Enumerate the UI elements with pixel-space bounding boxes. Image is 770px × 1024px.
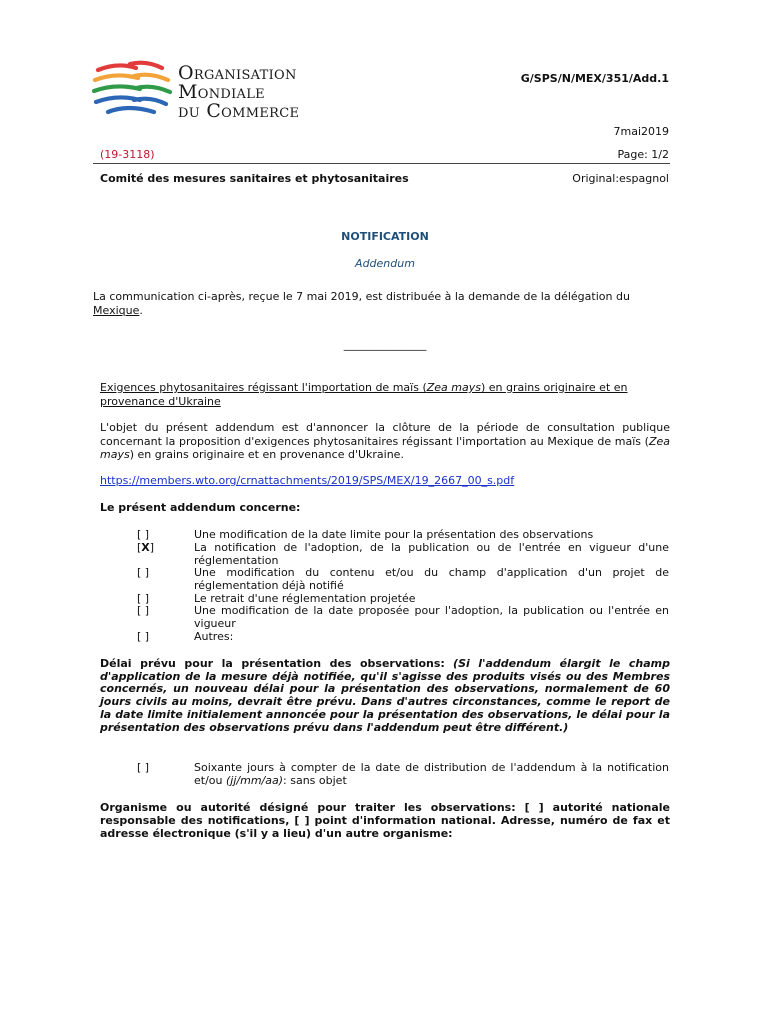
document-date: 7mai2019 (613, 125, 669, 138)
org-name-line2: Mondiale (178, 81, 265, 103)
addendum-subtitle: Addendum (355, 257, 415, 270)
checkbox[interactable]: [ ] (137, 528, 150, 541)
header-rule (93, 163, 670, 164)
checkbox-checked[interactable]: [X] (137, 541, 155, 554)
checkbox[interactable]: [ ] (137, 604, 150, 617)
wto-logo (92, 58, 172, 122)
intro-text: La communication ci-après, reçue le 7 mai 2019, est distribuée à la demande de la délégation du (93, 290, 630, 303)
object-part1: L'objet du présent addendum est d'annoncer la clôture de la période de consultation publique concernant la proposition d'exigences phytosanitaires régissant l'importation au Mexique de maïs ( (100, 421, 670, 448)
agency-paragraph: Organisme ou autorité désigné pour traiter les observations: [ ] autorité nationale responsable des notifications, [ ] point d'information national. Adresse, numéro de fax et adresse électronique (s'il y a lieu) d'un autre organisme: (100, 801, 670, 840)
subject-species: Zea mays (426, 381, 481, 394)
concerns-heading: Le présent addendum concerne: (100, 501, 301, 514)
concern-text: Une modification de la date proposée pour l'adoption, la publication ou l'entrée en vigueur (194, 604, 669, 630)
checkbox[interactable]: [ ] (137, 761, 150, 774)
deadline-label: Délai prévu pour la présentation des observations: (100, 657, 445, 670)
deadline-paragraph (100, 658, 670, 734)
checkbox[interactable]: [ ] (137, 592, 150, 605)
subject-title (100, 381, 670, 408)
concern-text: Autres: (194, 630, 234, 643)
intro-period: . (139, 303, 143, 317)
notification-title: NOTIFICATION (341, 230, 429, 243)
original-language: Original:espagnol (572, 172, 669, 185)
org-name-line1: Organisation (178, 62, 297, 84)
deadline-option-text: Soixante jours à compter de la date de distribution de l'addendum à la notification et/ou (jj/mm/aa): sans objet (194, 761, 669, 787)
concern-text: Le retrait d'une réglementation projetée (194, 592, 416, 605)
object-part2: ) en grains originaire et en provenance d'Ukraine. (129, 448, 404, 461)
subject-part1: Exigences phytosanitaires régissant l'importation de maïs ( (100, 381, 427, 394)
object-paragraph (100, 421, 670, 462)
intro-country: Mexique (93, 303, 140, 317)
document-symbol: G/SPS/N/MEX/351/Add.1 (520, 72, 669, 85)
wto-globe-icon (92, 58, 172, 122)
concern-text: La notification de l'adoption, de la publication ou de l'entrée en vigueur d'une réglementation (194, 541, 669, 567)
document-number: (19-3118) (100, 148, 155, 161)
org-name (178, 64, 299, 121)
separator: _______________ (343, 338, 427, 351)
org-name-line3: du Commerce (178, 100, 300, 122)
checkbox[interactable]: [ ] (137, 566, 150, 579)
subject-part2: ) en grains originaire et en provenance d'Ukraine (100, 381, 628, 408)
intro-paragraph (93, 290, 670, 317)
deadline-note: (Si l'addendum élargit le champ d'application de la mesure déjà notifiée, qu'il s'agisse des produits visés ou des Membres concernés, un nouveau délai pour la présentation des observations, normalement de 60 jours civils au moins, devrait être prévu. Dans d'autres circonstances, comme le report de la date limite initialement annoncée pour la présentation des observations, le délai pour la présentation des observations prévu dans l'addendum peut être différent.) (100, 657, 671, 734)
concern-text: Une modification de la date limite pour la présentation des observations (194, 528, 594, 541)
attachment-link[interactable]: https://members.wto.org/crnattachments/2019/SPS/MEX/19_2667_00_s.pdf (100, 474, 515, 487)
page-number: Page: 1/2 (617, 148, 669, 161)
concern-text: Une modification du contenu et/ou du champ d'application d'un projet de réglementation déjà notifié (194, 566, 669, 592)
committee-name: Comité des mesures sanitaires et phytosanitaires (100, 172, 409, 185)
checkbox[interactable]: [ ] (137, 630, 150, 643)
object-species: Zea mays (100, 434, 670, 461)
